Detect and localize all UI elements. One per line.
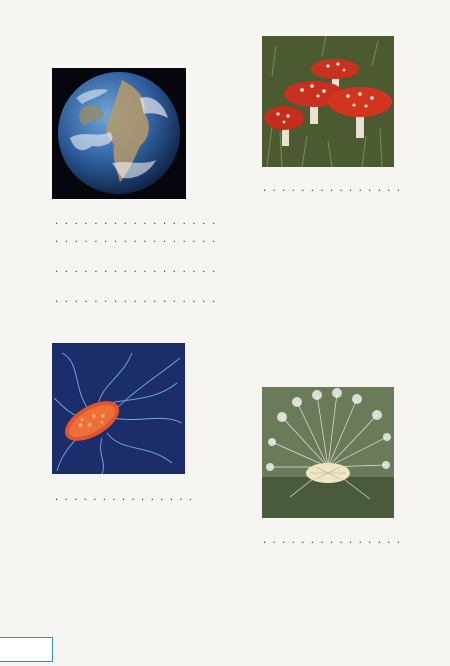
mushroom-image xyxy=(262,36,394,167)
leader-dots xyxy=(263,533,406,548)
leader-dots xyxy=(55,490,198,505)
part3-heading[interactable] xyxy=(260,533,409,548)
bacteria-image xyxy=(52,343,185,474)
part1-heading[interactable] xyxy=(52,490,201,505)
leader-dots xyxy=(55,215,215,228)
earth-image xyxy=(52,68,186,199)
leader-dots xyxy=(263,181,406,196)
part2-heading[interactable] xyxy=(260,181,409,196)
toc-entry[interactable] xyxy=(52,233,232,246)
page-number xyxy=(0,637,53,662)
toc-entry[interactable] xyxy=(52,263,232,276)
toc-entry[interactable] xyxy=(52,215,232,228)
leader-dots xyxy=(55,233,215,246)
dandelion-image xyxy=(262,387,394,518)
leader-dots xyxy=(55,293,215,306)
toc-entry[interactable] xyxy=(52,293,232,306)
leader-dots xyxy=(55,263,215,276)
